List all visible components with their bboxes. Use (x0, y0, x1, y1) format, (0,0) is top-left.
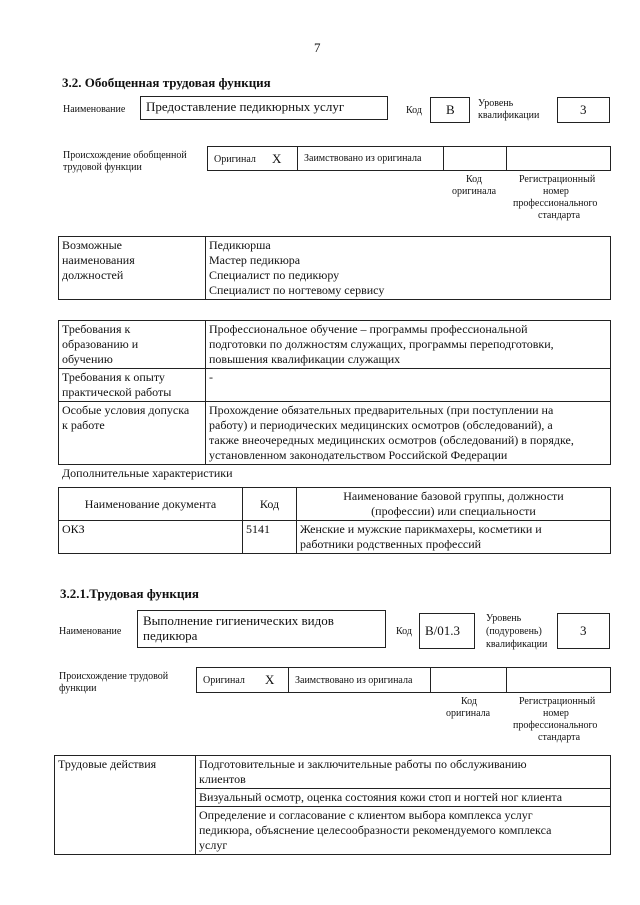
table-row (59, 321, 611, 369)
table-row (55, 756, 611, 789)
name-value: Предоставление педикюрных услуг (146, 99, 345, 114)
col-header-doc: Наименование документа (59, 488, 243, 521)
reg-caption-3: профессионального (513, 198, 598, 209)
level-field (557, 97, 610, 123)
divider (506, 668, 507, 692)
position-item: Мастер педикюра (209, 253, 301, 267)
extra-heading: Дополнительные характеристики (62, 466, 233, 480)
original-label-2: Оригинал (203, 675, 245, 686)
code-field (430, 97, 470, 123)
name-value-2a: Выполнение гигиенических видов (143, 613, 334, 628)
origin-row (207, 146, 611, 171)
table-row (59, 521, 611, 554)
table-row (59, 402, 611, 465)
positions-label: Возможные наименования должностей (59, 237, 206, 300)
code-field-2 (419, 613, 475, 649)
position-item: Специалист по педикюру (209, 268, 340, 282)
position-item: Специалист по ногтевому сервису (209, 283, 385, 297)
reg-caption-b1: Регистрационный (519, 696, 596, 707)
level-label-2: квалификации (478, 110, 540, 121)
position-item: Педикюрша (209, 238, 271, 252)
cell-name: Женские и мужские парикмахеры, косметики и работники родственных профессий (297, 521, 611, 554)
extra-table (58, 487, 611, 554)
name-label-2: Наименование (59, 626, 122, 637)
origin-label-2b: функции (59, 683, 97, 694)
table-row (59, 369, 611, 402)
requirement-label: Особые условия допуска к работе (59, 402, 206, 465)
actions-label: Трудовые действия (55, 756, 196, 855)
requirement-value: Профессиональное обучение – программы профессиональной подготовки по должностям служащих, программы переподготовки, повышения квалификации служащих (206, 321, 611, 369)
code-value-2: B/01.3 (425, 623, 461, 638)
divider (443, 147, 444, 170)
level-label: Уровень (478, 98, 514, 109)
name-field-2 (137, 610, 386, 648)
level-label-2c: квалификации (486, 639, 548, 650)
level-label-2b: (подуровень) (486, 626, 542, 637)
section-heading: 3.2. Обобщенная трудовая функция (62, 75, 271, 90)
reg-caption-b2: номер (543, 708, 569, 719)
reg-caption-4: стандарта (538, 210, 581, 221)
origin-label-2: трудовой функции (63, 162, 142, 173)
level-label-2a: Уровень (486, 613, 522, 624)
cell-doc: ОКЗ (59, 521, 243, 554)
name-label: Наименование (63, 104, 126, 115)
requirement-label: Требования к опыту практической работы (59, 369, 206, 402)
original-mark: X (272, 151, 282, 166)
reg-caption-1: Регистрационный (519, 174, 596, 185)
original-label: Оригинал (214, 154, 256, 165)
origin-label: Происхождение обобщенной (63, 150, 187, 161)
borrowed-label-2: Заимствовано из оригинала (295, 675, 413, 686)
origin-row-2 (196, 667, 611, 693)
code-original-caption-b: Код (461, 696, 477, 707)
col-header-code: Код (243, 488, 297, 521)
col-header-name: Наименование базовой группы, должности (профессии) или специальности (297, 488, 611, 521)
code-original-caption: Код (466, 174, 482, 185)
code-label: Код (406, 105, 422, 116)
requirement-value: - (206, 369, 611, 402)
code-original-caption-2: оригинала (452, 186, 497, 197)
level-field-2 (557, 613, 610, 649)
cell-code: 5141 (243, 521, 297, 554)
original-mark-2: X (265, 672, 275, 687)
name-field (140, 96, 388, 120)
positions-list (206, 237, 611, 300)
level-value-2: 3 (580, 623, 587, 638)
divider (297, 147, 298, 170)
code-label-2: Код (396, 626, 412, 637)
code-value: B (446, 102, 455, 117)
section-heading-2: 3.2.1.Трудовая функция (60, 586, 199, 601)
page-number: 7 (314, 40, 321, 55)
origin-label-2a: Происхождение трудовой (59, 671, 169, 682)
divider (506, 147, 507, 170)
name-value-2b: педикюра (143, 628, 198, 643)
borrowed-label: Заимствовано из оригинала (304, 153, 422, 164)
level-value: 3 (580, 102, 587, 117)
requirements-table (58, 320, 611, 465)
code-original-caption-b2: оригинала (446, 708, 491, 719)
reg-caption-2: номер (543, 186, 569, 197)
action-item: Подготовительные и заключительные работы по обслуживанию клиентов (196, 756, 611, 789)
action-item: Определение и согласование с клиентом выбора комплекса услуг педикюра, объяснение целесообразности рекомендуемого комплекса услуг (196, 807, 611, 855)
divider (288, 668, 289, 692)
positions-table (58, 236, 611, 300)
requirement-value: Прохождение обязательных предварительных (при поступлении на работу) и периодических медицинских осмотров (обследований), а также внеочередных медицинских осмотров (обследований) в порядке, установленном законодательством Российской Федерации (206, 402, 611, 465)
action-item: Визуальный осмотр, оценка состояния кожи стоп и ногтей ног клиента (196, 789, 611, 807)
actions-table (54, 755, 611, 855)
divider (430, 668, 431, 692)
reg-caption-b3: профессионального (513, 720, 598, 731)
requirement-label: Требования к образованию и обучению (59, 321, 206, 369)
reg-caption-b4: стандарта (538, 732, 581, 743)
